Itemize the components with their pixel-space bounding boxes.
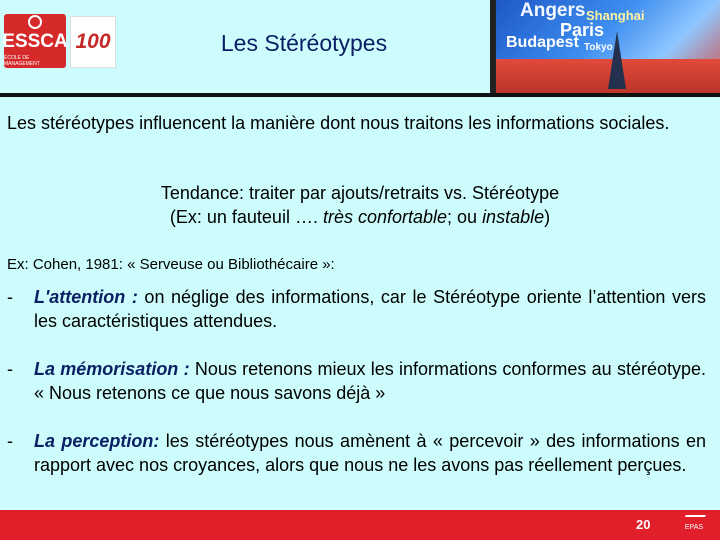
bullet-term: L'attention : bbox=[34, 287, 138, 307]
bullet-dash: - bbox=[7, 359, 13, 379]
epas-mark-icon bbox=[682, 515, 706, 522]
essca-logo-text: ESSCA bbox=[2, 31, 68, 52]
bullet-dash: - bbox=[7, 431, 13, 451]
tendance-post: ) bbox=[544, 207, 551, 227]
bullet-body bbox=[34, 357, 706, 405]
banner-city: Shanghai bbox=[586, 8, 645, 23]
banner-city: Angers bbox=[520, 0, 586, 21]
bullet-text: on néglige des informations, car le Stéréotype oriente l’attention vers les caractéristiques attendues. bbox=[34, 287, 706, 331]
intro-paragraph: Les stéréotypes influencent la manière dont nous traitons les informations sociales. bbox=[7, 113, 670, 133]
eiffel-tower-icon bbox=[608, 31, 626, 89]
epas-logo bbox=[672, 513, 716, 537]
bullet-body bbox=[34, 285, 706, 333]
header-divider bbox=[0, 93, 720, 97]
banner-city: Paris bbox=[560, 20, 605, 40]
tendance-emphasis-1: très confortable bbox=[322, 207, 448, 227]
bullet-text: Nous retenons mieux les informations conformes au stéréotype. « Nous retenons ce que nous savons déjà » bbox=[34, 359, 707, 403]
slide-title: Les Stéréotypes bbox=[220, 30, 388, 56]
epas-logo-text: EPAS bbox=[684, 524, 704, 531]
bullet-body bbox=[34, 429, 706, 477]
tendance-mid: ; ou bbox=[447, 207, 483, 227]
essca-logo-subtitle: ÉCOLE DE MANAGEMENT bbox=[4, 55, 40, 67]
bullet-term: La perception: bbox=[34, 431, 160, 451]
slide-header bbox=[0, 0, 720, 97]
bullet-dash: - bbox=[7, 287, 13, 307]
bullet-term: La mémorisation : bbox=[34, 359, 190, 379]
crest-icon bbox=[28, 15, 42, 29]
bullet-text: les stéréotypes nous amènent à « percevoir » des informations en rapport avec nos croyances, alors que nous ne les avons pas réellement perçues. bbox=[34, 431, 706, 475]
cities-banner-image bbox=[490, 0, 720, 97]
tendance-line-1: Tendance: traiter par ajouts/retraits vs. Stéréotype bbox=[160, 183, 560, 203]
tendance-emphasis-2: instable bbox=[482, 207, 545, 227]
essca-logo bbox=[4, 14, 66, 68]
tendance-line-2 bbox=[0, 205, 720, 229]
centenary-logo bbox=[70, 16, 116, 68]
banner-city: Budapest bbox=[506, 34, 579, 51]
banner-city: Tokyo bbox=[584, 42, 613, 53]
page-number: 20 bbox=[636, 517, 651, 532]
centenary-logo-text: 100 bbox=[75, 30, 111, 53]
tendance-paragraph bbox=[0, 181, 720, 229]
example-reference: Ex: Cohen, 1981: « Serveuse ou Bibliothécaire »: bbox=[7, 256, 335, 273]
tendance-pre: (Ex: un fauteuil …. bbox=[169, 207, 323, 227]
slide-footer bbox=[0, 510, 720, 540]
